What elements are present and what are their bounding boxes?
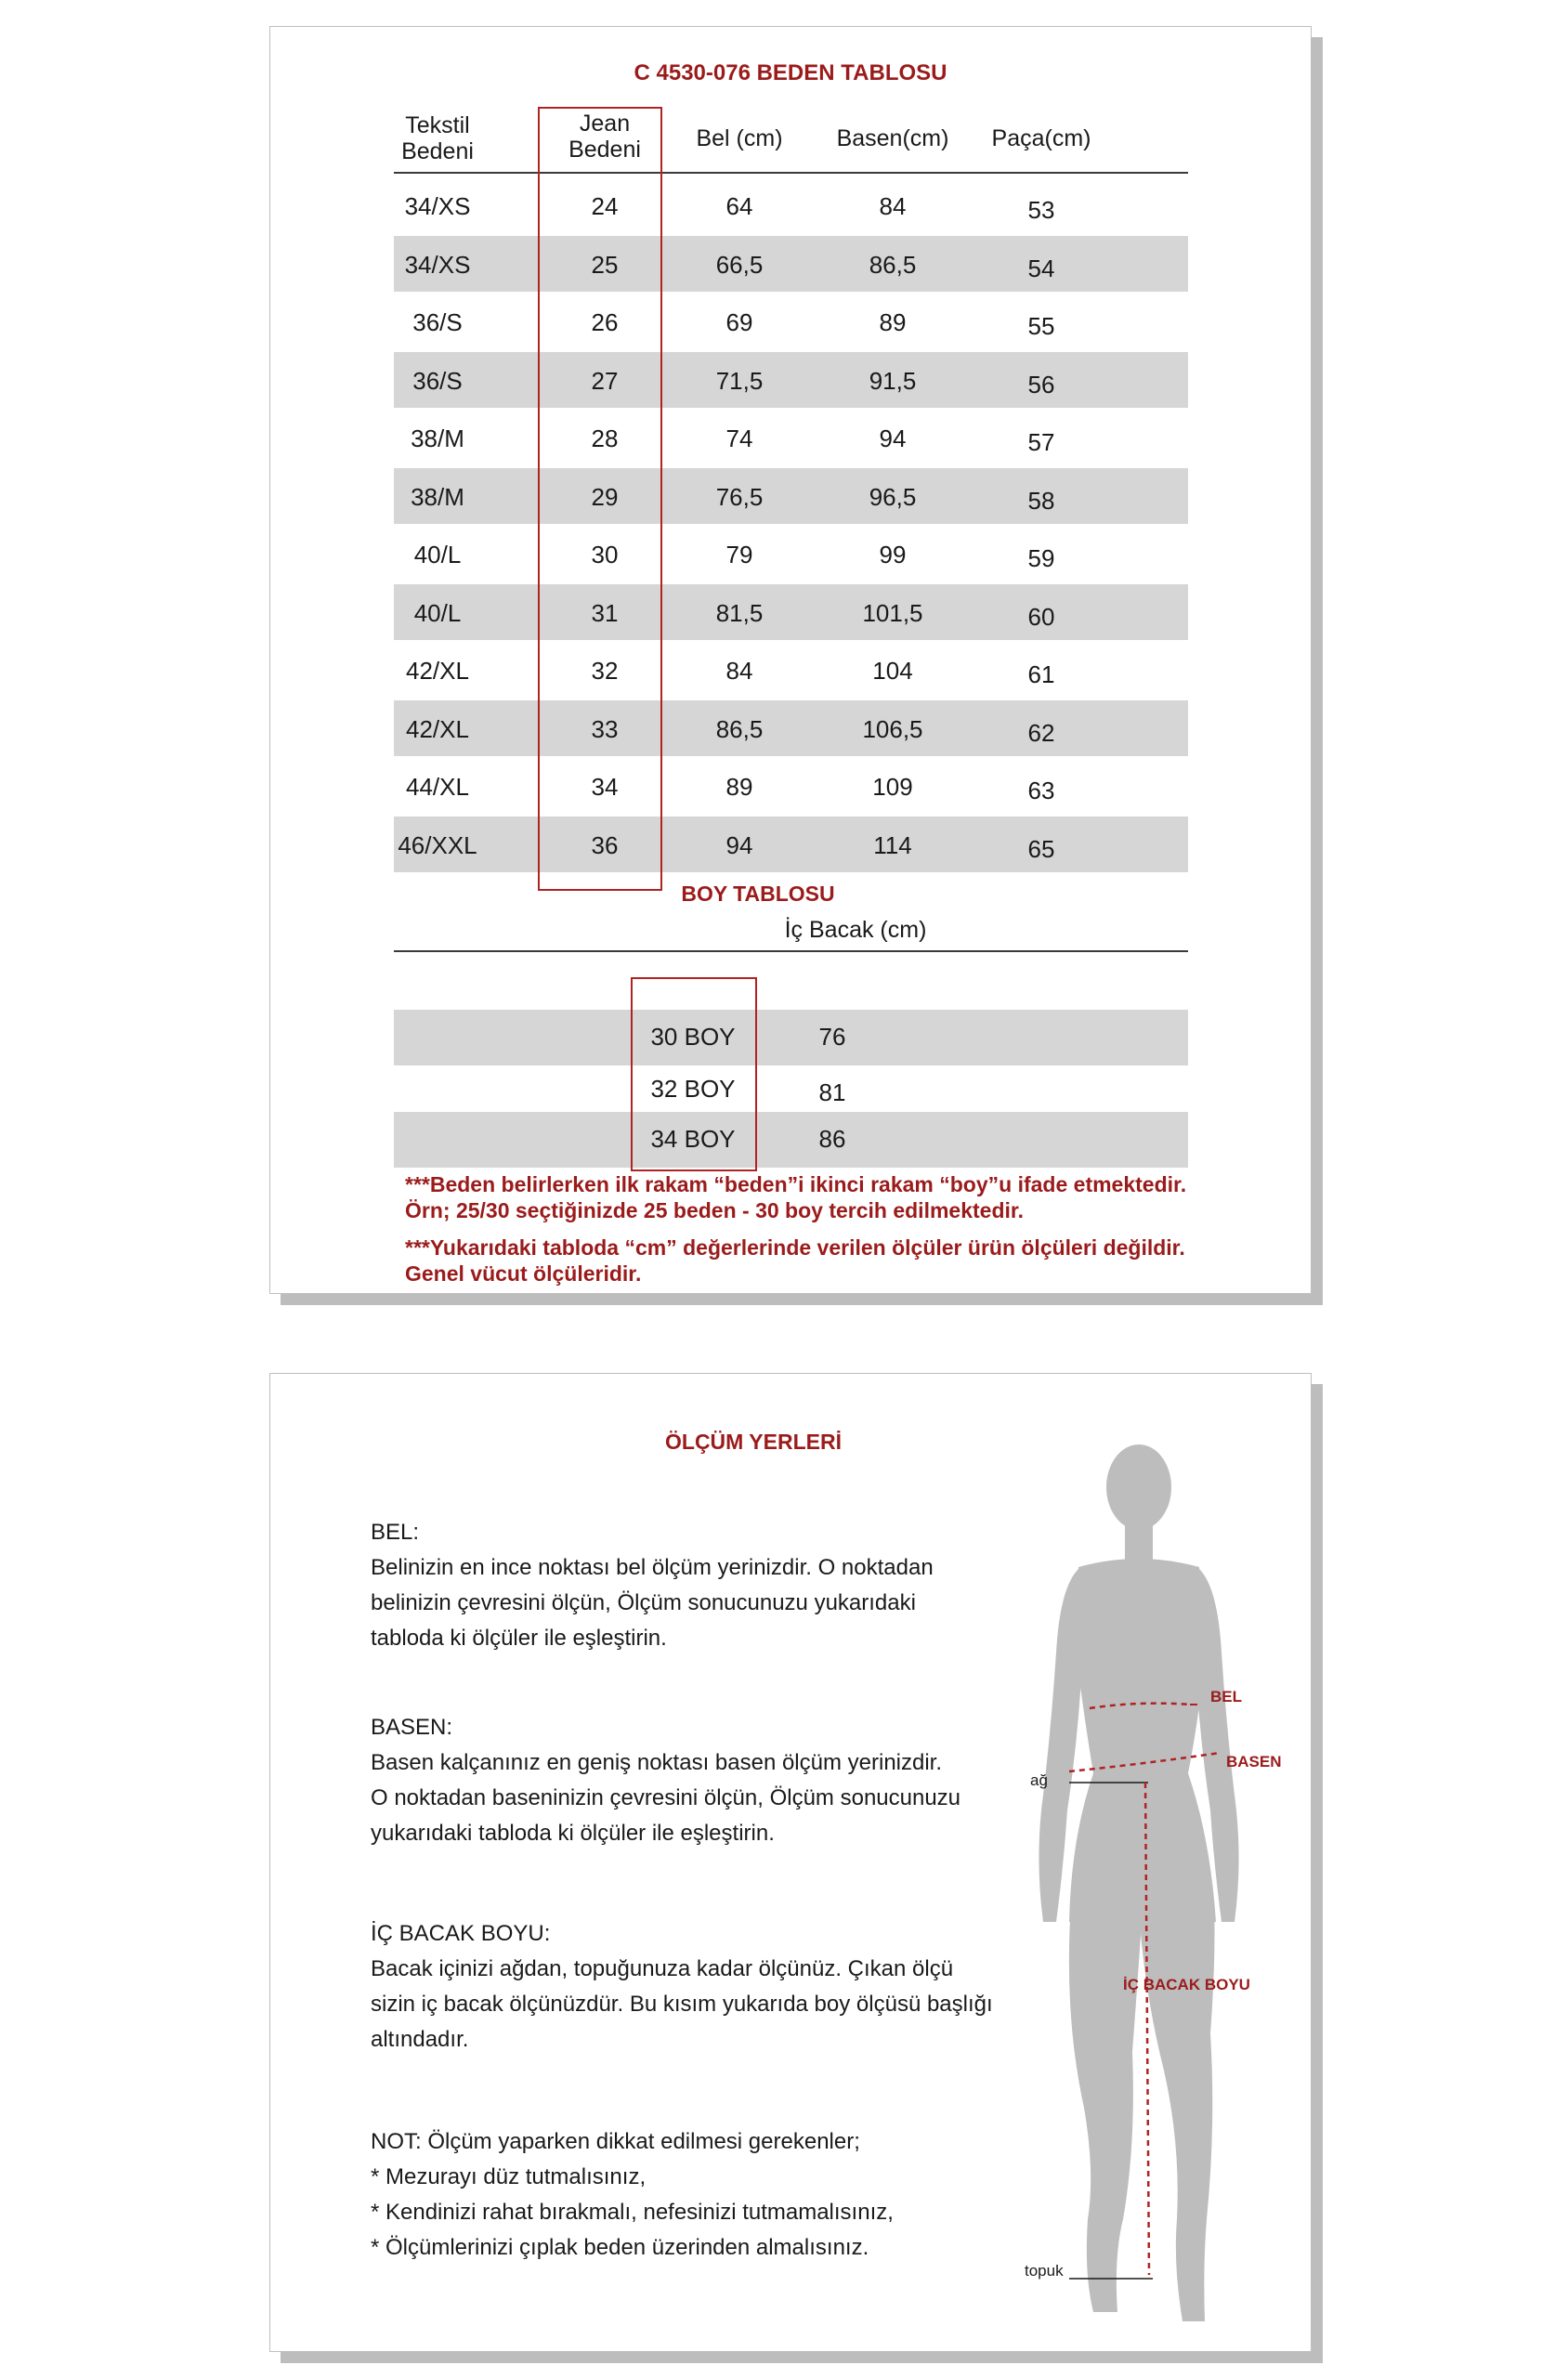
cell-textile: 40/L [413,541,462,568]
header-hem: Paça(cm) [991,125,1091,151]
cell-textile: 40/L [413,598,462,627]
cell-hem: 61 [1027,660,1055,688]
cell-waist: 74 [725,425,753,452]
cell-waist: 66,5 [715,250,764,279]
cell-jean: 27 [591,366,619,395]
length-label: 34 BOY [650,1125,736,1153]
body-silhouette [967,1402,1283,2340]
cell-hem: 59 [1027,544,1055,572]
figure-label-waist: BEL [1210,1688,1242,1705]
length-divider [394,950,1188,952]
waist-heading: BEL: [371,1520,420,1545]
length-value: 86 [818,1125,846,1153]
cell-hip: 84 [879,192,907,220]
cell-hem: 65 [1027,834,1055,863]
cell-waist: 89 [725,773,753,801]
cell-waist: 71,5 [715,366,764,395]
inseam-heading: İÇ BACAK BOYU: [371,1921,551,1946]
cell-hip: 106,5 [862,714,923,743]
length-table-title: BOY TABLOSU [681,882,835,906]
note-size-format: ***Beden belirlerken ilk rakam “beden”i ikinci rakam “boy”u ifade etmektedir. Örn; 25/30 seçtiğinizde 25 beden - 30 boy tercih edilmektedir. [405,1172,1187,1222]
cell-waist: 84 [725,657,753,685]
note-heading: NOT: Ölçüm yaparken dikkat edilmesi gerekenler; [371,2129,860,2154]
cell-hem: 54 [1027,254,1055,282]
cell-textile: 38/M [411,482,464,511]
length-column-highlight [631,977,757,1171]
cell-hem: 63 [1027,777,1055,804]
header-textile-size: Tekstil Bedeni [401,112,474,164]
figure-label-inseam: İÇ BACAK BOYU [1123,1976,1250,1993]
cell-jean: 28 [591,425,619,452]
cell-hem: 57 [1027,428,1055,456]
cell-textile: 42/XL [406,714,469,743]
cell-jean: 25 [591,250,619,279]
cell-jean: 26 [591,308,619,336]
waist-text: Belinizin en ince noktası bel ölçüm yerinizdir. O noktadan belinizin çevresini ölçün, Ölçüm sonucunuzu yukarıdaki tabloda ki ölçüler ile eşleştirin. [371,1555,934,1651]
cell-waist: 64 [725,192,753,220]
cell-hem: 55 [1027,312,1055,340]
length-value: 76 [818,1023,846,1051]
cell-jean: 36 [591,830,619,859]
figure-label-hip: BASEN [1226,1753,1282,1770]
cell-textile: 36/S [412,308,463,336]
cell-waist: 86,5 [715,714,764,743]
cell-jean: 30 [591,541,619,568]
cell-waist: 94 [725,830,753,859]
cell-hem: 56 [1027,370,1055,399]
cell-hip: 94 [879,425,907,452]
note-item: * Ölçümlerinizi çıplak beden üzerinden almalısınız. [371,2235,869,2260]
inseam-text: Bacak içinizi ağdan, topuğunuza kadar ölçünüz. Çıkan ölçü sizin iç bacak ölçünüzdür. Bu kısım yukarıda boy ölçüsü başlığı altındadır. [371,1956,993,2052]
cell-hem: 58 [1027,486,1055,515]
cell-waist: 79 [725,541,753,568]
jean-column-highlight [538,107,662,891]
cell-textile: 34/XS [404,192,471,220]
cell-hem: 62 [1027,718,1055,747]
cell-hem: 60 [1027,602,1055,631]
cell-textile: 34/XS [404,250,471,279]
header-waist: Bel (cm) [696,125,783,151]
header-hip: Basen(cm) [836,125,949,151]
length-label: 30 BOY [650,1023,736,1051]
cell-hip: 89 [879,308,907,336]
measurement-title: ÖLÇÜM YERLERİ [665,1430,842,1454]
cell-waist: 76,5 [715,482,764,511]
cell-jean: 34 [591,773,619,801]
note-item: * Kendinizi rahat bırakmalı, nefesinizi tutmamalısınız, [371,2200,894,2225]
hip-heading: BASEN: [371,1715,453,1740]
cell-textile: 36/S [412,366,463,395]
cell-hip: 86,5 [869,250,917,279]
cell-jean: 24 [591,192,619,220]
cell-waist: 69 [725,308,753,336]
cell-hip: 114 [873,830,912,859]
cell-hem: 53 [1027,196,1055,224]
measurement-guide-card [269,1373,1312,2352]
cell-jean: 32 [591,657,619,685]
note-item: * Mezurayı düz tutmalısınız, [371,2164,647,2189]
cell-hip: 96,5 [869,482,917,511]
cell-textile: 42/XL [406,657,469,685]
cell-hip: 104 [872,657,913,685]
length-value: 81 [818,1078,846,1106]
cell-hip: 101,5 [862,598,923,627]
cell-jean: 29 [591,482,619,511]
length-label: 32 BOY [650,1075,736,1103]
cell-jean: 33 [591,714,619,743]
cell-textile: 38/M [411,425,464,452]
header-divider [394,172,1188,174]
cell-textile: 44/XL [406,773,469,801]
note-body-measurements: ***Yukarıdaki tabloda “cm” değerlerinde verilen ölçüler ürün ölçüleri değildir. Genel vücut ölçüleridir. [405,1235,1185,1286]
figure-label-heel: topuk [1025,2262,1064,2280]
cell-jean: 31 [591,598,619,627]
size-table-card [269,26,1312,1294]
header-jean-size: Jean Bedeni [568,111,641,163]
cell-waist: 81,5 [715,598,764,627]
hip-text: Basen kalçanınız en geniş noktası basen ölçüm yerinizdir. O noktadan baseninizin çevresini ölçün, Ölçüm sonucunuzu yukarıdaki tabloda ki ölçüler ile eşleştirin. [371,1750,961,1846]
cell-textile: 46/XXL [398,830,477,859]
size-table-title: C 4530-076 BEDEN TABLOSU [634,60,947,85]
cell-hip: 109 [872,773,913,801]
figure-label-crotch: ağ [1030,1771,1048,1789]
cell-hip: 91,5 [869,366,917,395]
cell-hip: 99 [879,541,907,568]
inseam-header: İç Bacak (cm) [784,917,927,943]
